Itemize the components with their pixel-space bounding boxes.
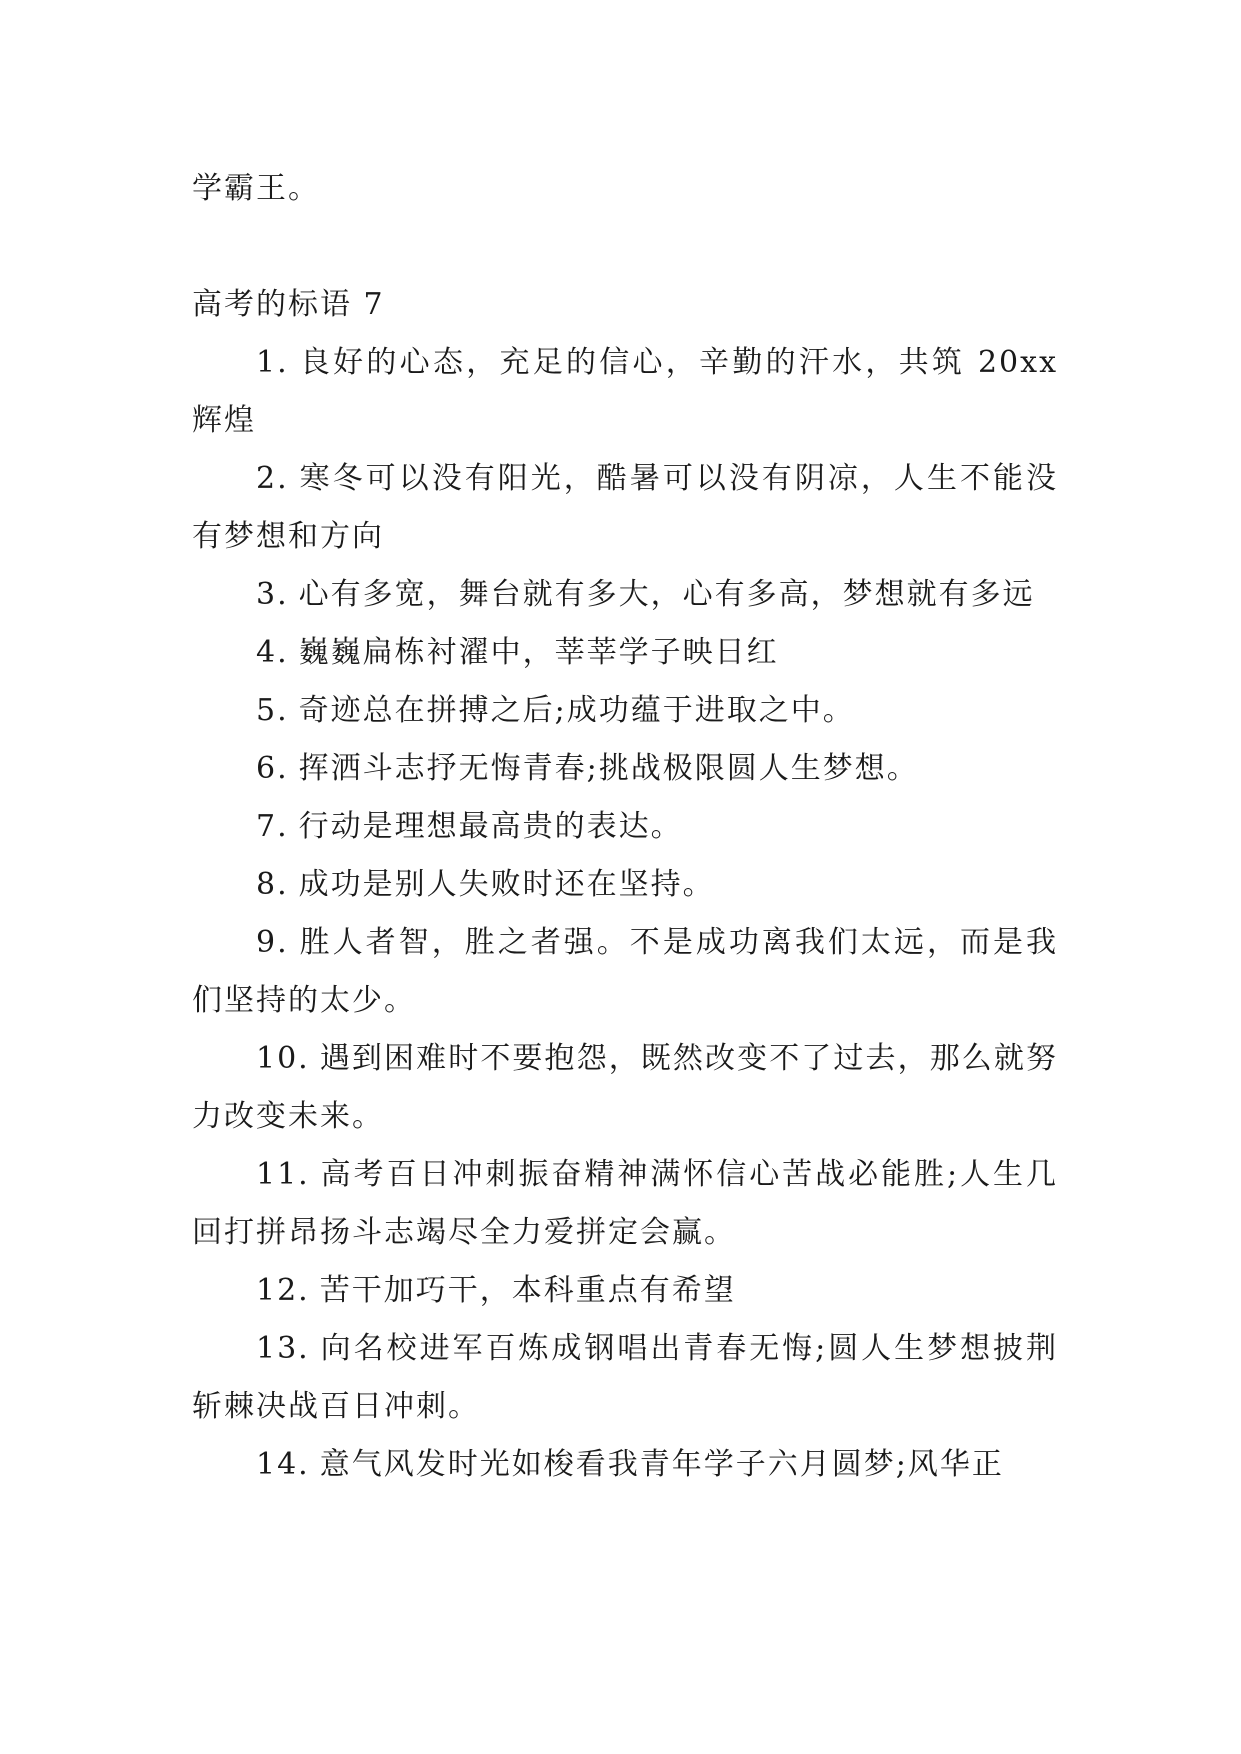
slogan-text: 挥洒斗志抒无悔青春;挑战极限圆人生梦想。 bbox=[298, 751, 919, 786]
slogan-number: 3. bbox=[256, 577, 289, 612]
slogan-item bbox=[192, 914, 1058, 1030]
slogan-item bbox=[192, 740, 1058, 798]
slogan-number: 8. bbox=[256, 867, 289, 902]
slogan-text: 奇迹总在拼搏之后;成功蕴于进取之中。 bbox=[298, 693, 855, 728]
slogan-number: 10. bbox=[256, 1041, 310, 1076]
slogan-item bbox=[192, 450, 1058, 566]
slogan-item bbox=[192, 1146, 1058, 1262]
slogan-text: 心有多宽，舞台就有多大，心有多高，梦想就有多远 bbox=[298, 577, 1035, 612]
slogan-number: 7. bbox=[256, 809, 289, 844]
slogan-text: 胜人者智，胜之者强。不是成功离我们太远，而是我们坚持的太少。 bbox=[192, 925, 1058, 1018]
slogan-text: 苦干加巧干，本科重点有希望 bbox=[319, 1273, 736, 1308]
slogan-text: 遇到困难时不要抱怨，既然改变不了过去，那么就努力改变未来。 bbox=[192, 1041, 1058, 1134]
slogan-item bbox=[192, 566, 1058, 624]
slogan-item bbox=[192, 624, 1058, 682]
slogan-text: 行动是理想最高贵的表达。 bbox=[298, 809, 683, 844]
section-heading: 高考的标语 7 bbox=[192, 287, 385, 322]
slogan-text: 向名校进军百炼成钢唱出青春无悔;圆人生梦想披荆斩棘决战百日冲刺。 bbox=[192, 1331, 1058, 1424]
continuation-text: 学霸王。 bbox=[192, 171, 320, 206]
slogan-text: 寒冬可以没有阳光，酷暑可以没有阴凉，人生不能没有梦想和方向 bbox=[192, 461, 1058, 554]
slogan-text: 成功是别人失败时还在坚持。 bbox=[298, 867, 715, 902]
slogan-list bbox=[192, 334, 1058, 1494]
slogan-number: 4. bbox=[256, 635, 289, 670]
slogan-item bbox=[192, 1320, 1058, 1436]
slogan-item bbox=[192, 1436, 1058, 1494]
slogan-item bbox=[192, 856, 1058, 914]
slogan-item bbox=[192, 798, 1058, 856]
slogan-item bbox=[192, 334, 1058, 450]
slogan-number: 5. bbox=[256, 693, 289, 728]
slogan-number: 11. bbox=[256, 1157, 310, 1192]
paragraph-gap bbox=[192, 218, 1058, 276]
slogan-number: 2. bbox=[256, 461, 289, 496]
slogan-item bbox=[192, 1262, 1058, 1320]
slogan-item bbox=[192, 682, 1058, 740]
document-page bbox=[192, 160, 1058, 1494]
slogan-number: 9. bbox=[256, 925, 289, 960]
slogan-text: 高考百日冲刺振奋精神满怀信心苦战必能胜;人生几回打拼昂扬斗志竭尽全力爱拼定会赢。 bbox=[192, 1157, 1058, 1250]
slogan-number: 12. bbox=[256, 1273, 310, 1308]
slogan-number: 14. bbox=[256, 1447, 310, 1482]
slogan-number: 6. bbox=[256, 751, 289, 786]
slogan-number: 13. bbox=[256, 1331, 310, 1366]
slogan-text: 巍巍扁栋衬濯中，莘莘学子映日红 bbox=[298, 635, 779, 670]
slogan-text: 良好的心态，充足的信心，辛勤的汗水，共筑 20xx 辉煌 bbox=[192, 345, 1058, 438]
slogan-text: 意气风发时光如梭看我青年学子六月圆梦;风华正 bbox=[319, 1447, 1004, 1482]
slogan-item bbox=[192, 1030, 1058, 1146]
slogan-number: 1. bbox=[256, 345, 289, 380]
